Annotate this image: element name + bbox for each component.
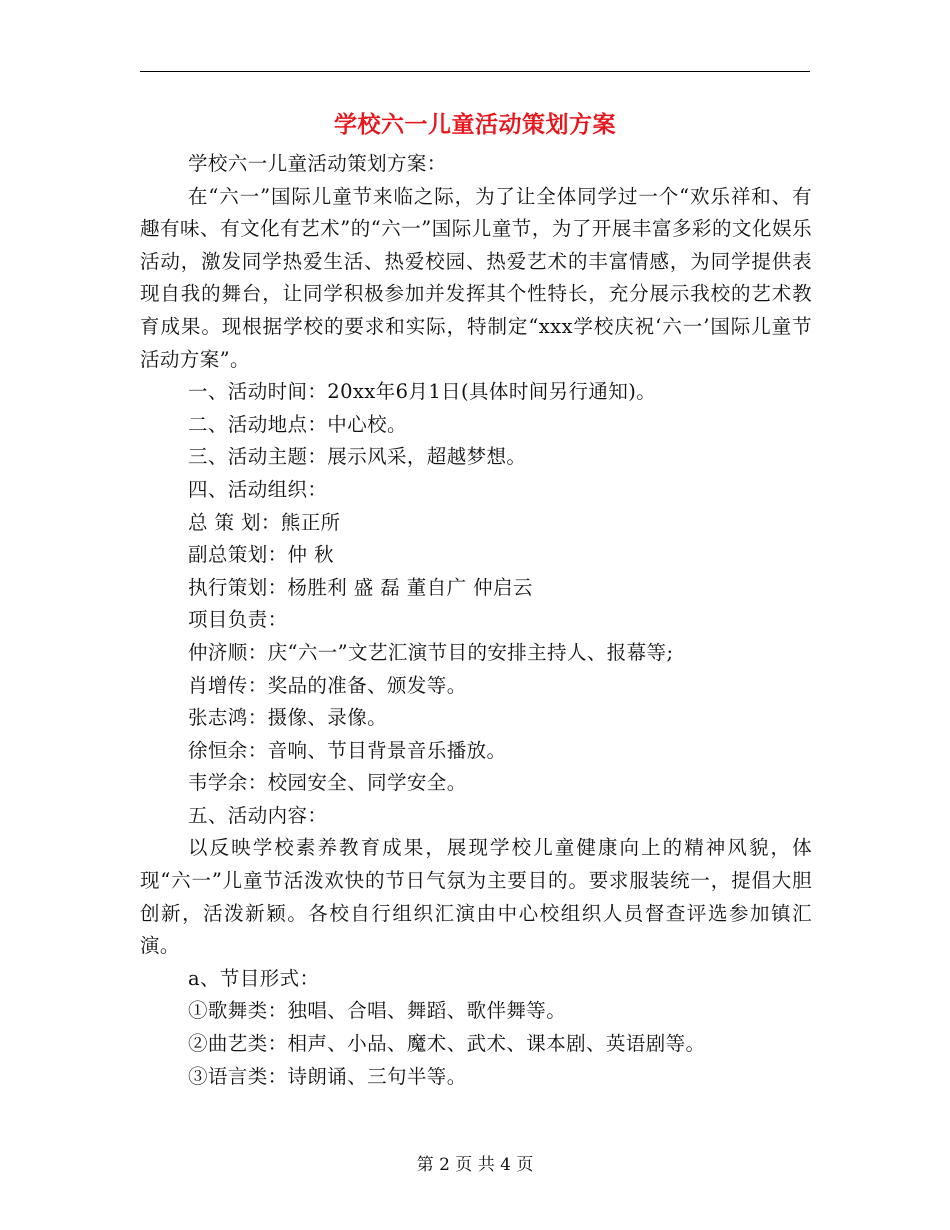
paragraph-form-3: ③语言类：诗朗诵、三句半等。 <box>188 1064 467 1088</box>
document-title: 学校六一儿童活动策划方案 <box>334 111 616 138</box>
page-number-footer: 第 2 页 共 4 页 <box>416 1155 534 1175</box>
paragraph-time: 一、活动时间：20xx年6月1日(具体时间另行通知)。 <box>188 380 657 404</box>
document-body <box>140 148 812 1093</box>
paragraph-content-heading: 五、活动内容： <box>188 803 328 827</box>
paragraph-lead-5: 韦学余：校园安全、同学安全。 <box>188 771 467 795</box>
header-rule <box>140 71 810 72</box>
paragraph-intro: 学校六一儿童活动策划方案： <box>188 152 447 175</box>
paragraph-program-forms: a、节目形式： <box>188 966 320 990</box>
paragraph-lead-3: 张志鸿：摄像、录像。 <box>188 706 388 730</box>
paragraph-content-body: 以反映学校素养教育成果，展现学校儿童健康向上的精神风貌，体现“六一”儿童节活泼欢快的节日气氛为主要目的。要求服装统一，提倡大胆创新，活泼新颖。各校自行组织汇演由中心校组织人员督查评选参加镇汇演。 <box>140 836 812 958</box>
paragraph-project-leads: 项目负责： <box>188 608 288 632</box>
paragraph-chief-planner: 总 策 划：熊正所 <box>188 510 341 534</box>
paragraph-background: 在“六一”国际儿童节来临之际，为了让全体同学过一个“欢乐祥和、有趣有味、有文化有艺术”的“六一”国际儿童节，为了开展丰富多彩的文化娱乐活动，激发同学热爱生活、热爱校园、热爱艺术的丰富情感，为同学提供表现自我的舞台，让同学积极参加并发挥其个性特长，充分展示我校的艺术教育成果。现根据学校的要求和实际，特制定“xxx学校庆祝‘六一’国际儿童节活动方案”。 <box>140 184 812 371</box>
paragraph-form-2: ②曲艺类：相声、小品、魔术、武术、课本剧、英语剧等。 <box>188 1032 706 1056</box>
paragraph-lead-2: 肖增传：奖品的准备、颁发等。 <box>188 673 467 697</box>
paragraph-lead-1: 仲济顺：庆“六一”文艺汇演节目的安排主持人、报幕等; <box>188 640 674 664</box>
paragraph-form-1: ①歌舞类：独唱、合唱、舞蹈、歌伴舞等。 <box>188 999 567 1023</box>
paragraph-location: 二、活动地点：中心校。 <box>188 412 407 436</box>
paragraph-organization: 四、活动组织： <box>188 477 328 501</box>
paragraph-deputy-planner: 副总策划：仲 秋 <box>188 543 334 567</box>
paragraph-theme: 三、活动主题：展示风采，超越梦想。 <box>188 445 527 469</box>
paragraph-executive-planners: 执行策划：杨胜利 盛 磊 董自广 仲启云 <box>188 575 533 599</box>
paragraph-lead-4: 徐恒余：音响、节目背景音乐播放。 <box>188 738 507 762</box>
